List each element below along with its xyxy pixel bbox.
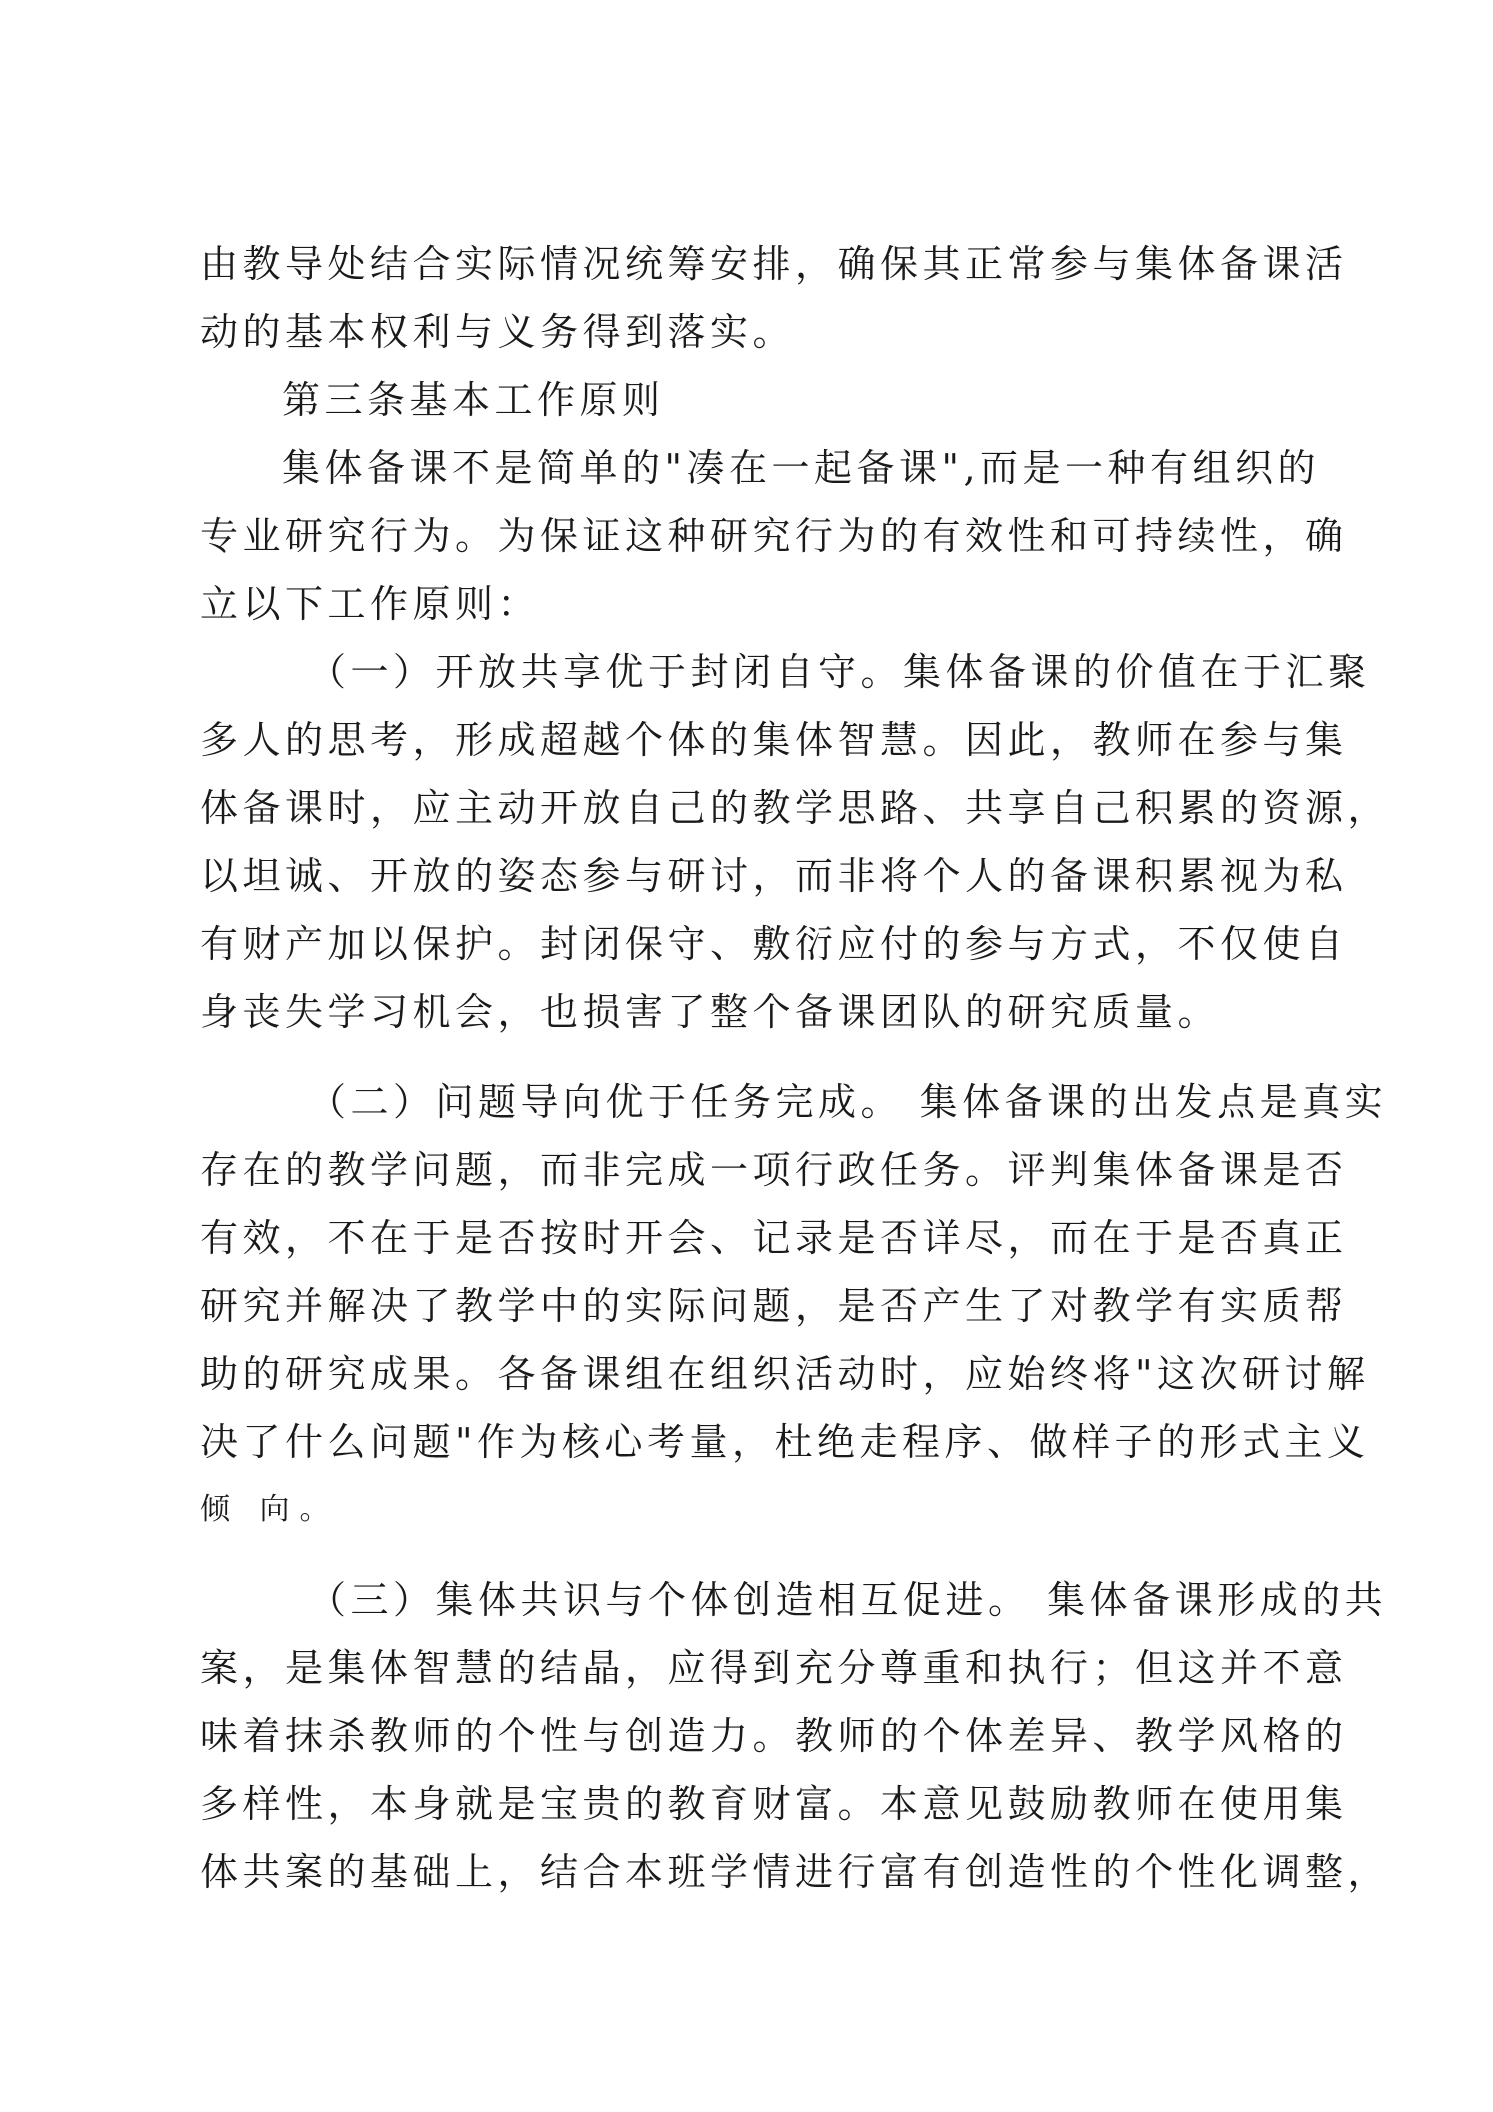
document-page — [200, 230, 1391, 1906]
paragraph-line: 多样性，本身就是宝贵的教育财富。本意见鼓励教师在使用集 — [200, 1782, 1348, 1826]
paragraph-line: 味着抹杀教师的个性与创造力。教师的个体差异、教学风格的 — [200, 1714, 1348, 1758]
paragraph-line: 以坦诚、开放的姿态参与研讨，而非将个人的备课积累视为私 — [200, 854, 1348, 898]
paragraph-line: 有财产加以保护。封闭保守、敷衍应付的参与方式，不仅使自 — [200, 922, 1348, 966]
paragraph-line: 体备课时，应主动开放自己的教学思路、共享自己积累的资源， — [200, 786, 1391, 830]
paragraph-line: 研究并解决了教学中的实际问题，是否产生了对教学有实质帮 — [200, 1284, 1348, 1328]
principle-heading-2: （二）问题导向优于任务完成。 集体备课的出发点是真实 — [308, 1080, 1388, 1124]
paragraph-line: 立以下工作原则： — [200, 582, 541, 626]
paragraph-line: 由教导处结合实际情况统筹安排，确保其正常参与集体备课活 — [200, 242, 1348, 286]
paragraph-line: 体共案的基础上，结合本班学情进行富有创造性的个性化调整， — [200, 1850, 1391, 1894]
paragraph-line: 决了什么问题"作为核心考量，杜绝走程序、做样子的形式主义 — [200, 1420, 1370, 1464]
paragraph-line: 集体备课不是简单的"凑在一起备课",而是一种有组织的 — [282, 446, 1321, 490]
paragraph-line: 多人的思考，形成超越个体的集体智慧。因此，教师在参与集 — [200, 718, 1348, 762]
principle-heading-3: （三）集体共识与个体创造相互促进。 集体备课形成的共 — [308, 1578, 1388, 1622]
paragraph-line: 助的研究成果。各备课组在组织活动时，应始终将"这次研讨解 — [200, 1352, 1370, 1396]
paragraph-line: 动的基本权利与义务得到落实。 — [200, 310, 796, 354]
paragraph-line: 专业研究行为。为保证这种研究行为的有效性和可持续性，确 — [200, 514, 1348, 558]
paragraph-line: 存在的教学问题，而非完成一项行政任务。评判集体备课是否 — [200, 1148, 1348, 1192]
paragraph-line: 有效，不在于是否按时开会、记录是否详尽，而在于是否真正 — [200, 1216, 1348, 1260]
paragraph-line: 倾 向。 — [200, 1492, 340, 1527]
paragraph-line: 案，是集体智慧的结晶，应得到充分尊重和执行；但这并不意 — [200, 1646, 1348, 1690]
paragraph-line: 身丧失学习机会，也损害了整个备课团队的研究质量。 — [200, 990, 1221, 1034]
article-heading: 第三条基本工作原则 — [282, 378, 665, 422]
principle-heading-1: （一）开放共享优于封闭自守。集体备课的价值在于汇聚 — [308, 650, 1371, 694]
